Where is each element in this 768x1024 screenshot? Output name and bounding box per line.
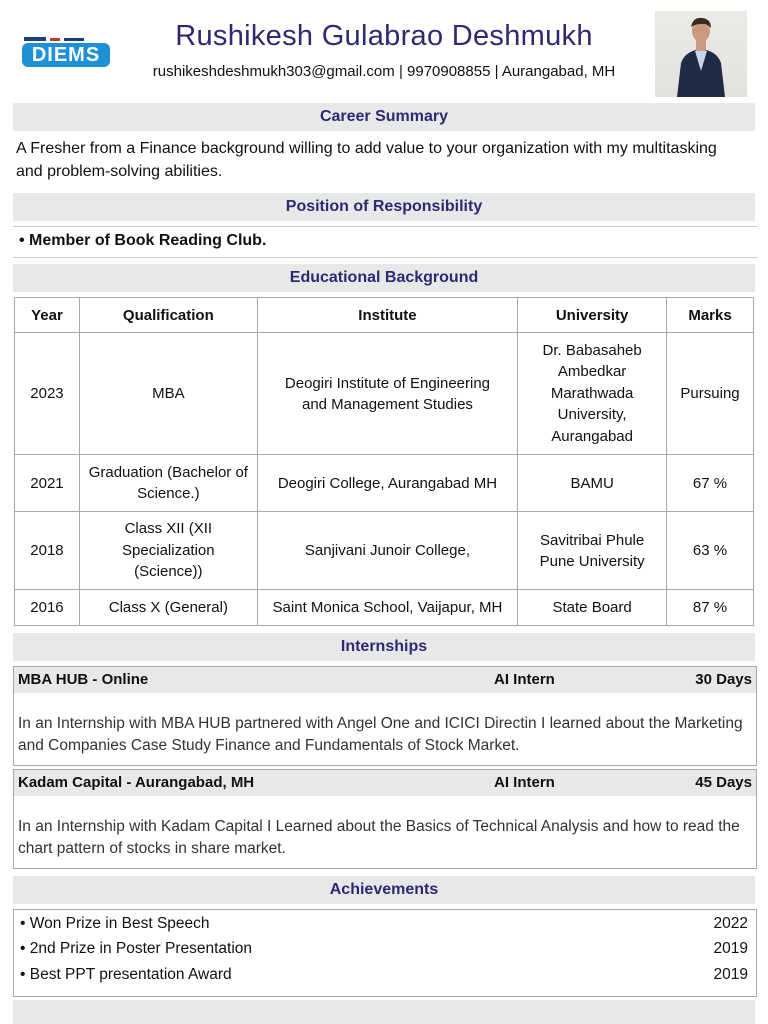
internship-description: In an Internship with Kadam Capital I Learned about the Basics of Technical Analysis and how to read the chart pattern of stocks in share market. [18,818,740,857]
achievement-text: • Best PPT presentation Award [20,966,232,983]
cell-marks: 63 % [667,512,754,590]
table-row [15,512,754,590]
cell-institute: Sanjivani Junoir College, [257,512,517,590]
achievements-list [13,909,757,997]
responsibility-item [13,226,757,258]
internship-duration: 30 Days [695,671,752,688]
internship-entry [13,666,757,766]
achievement-text: • Won Prize in Best Speech [20,915,210,932]
next-section-bar [13,1000,755,1024]
cell-year: 2016 [15,590,80,626]
internship-role: AI Intern [494,774,555,791]
internship-title-bar [14,770,756,796]
table-row [15,590,754,626]
cell-marks: Pursuing [667,333,754,455]
internship-role: AI Intern [494,671,555,688]
col-header-institute: Institute [257,298,517,333]
col-header-university: University [518,298,667,333]
career-summary-text: A Fresher from a Finance background willing to add value to your organization with my multitasking and problem-solving abilities. [16,140,717,180]
education-heading: Educational Background [13,264,755,292]
responsibility-text: • Member of Book Reading Club. [19,232,267,249]
cell-year: 2023 [15,333,80,455]
list-item [20,915,748,937]
col-header-qualification: Qualification [79,298,257,333]
internships-heading: Internships [13,633,755,661]
cell-institute: Saint Monica School, Vaijapur, MH [257,590,517,626]
achievements-heading: Achievements [13,876,755,904]
cell-qualification: Class XII (XII Specialization (Science)) [79,512,257,590]
internship-entry [13,769,757,869]
responsibility-heading: Position of Responsibility [13,193,755,221]
col-header-marks: Marks [667,298,754,333]
internship-title-bar [14,667,756,693]
cell-qualification: MBA [79,333,257,455]
contact-info: rushikeshdeshmukh303@gmail.com | 9970908855 | Aurangabad, MH [152,63,616,80]
table-row [15,333,754,455]
internship-description: In an Internship with MBA HUB partnered with Angel One and ICICI Directin I learned about the Marketing and Companies Case Study Finance and Fundamentals of Stock Market. [18,715,743,754]
cell-year: 2018 [15,512,80,590]
cell-year: 2021 [15,455,80,512]
career-summary-heading: Career Summary [13,103,755,131]
logo-text: DIEMS [31,44,101,66]
cell-institute: Deogiri Institute of Engineering and Management Studies [257,333,517,455]
achievement-year: 2022 [713,915,748,932]
cell-marks: 67 % [667,455,754,512]
cell-qualification: Graduation (Bachelor of Science.) [79,455,257,512]
education-header-row [15,298,754,333]
cell-qualification: Class X (General) [79,590,257,626]
table-row [15,455,754,512]
cell-university: Savitribai Phule Pune University [518,512,667,590]
col-header-year: Year [15,298,80,333]
cell-university: BAMU [518,455,667,512]
cell-institute: Deogiri College, Aurangabad MH [257,455,517,512]
achievement-year: 2019 [713,966,748,983]
achievement-year: 2019 [713,940,748,957]
cell-university: Dr. Babasaheb Ambedkar Marathwada University, Aurangabad [518,333,667,455]
achievement-text: • 2nd Prize in Poster Presentation [20,940,253,957]
college-logo [20,34,112,74]
candidate-name: Rushikesh Gulabrao Deshmukh [175,20,593,52]
education-table [14,297,754,626]
cell-marks: 87 % [667,590,754,626]
internship-org: Kadam Capital - Aurangabad, MH [18,774,255,791]
cell-university: State Board [518,590,667,626]
resume-header [0,0,768,100]
list-item [20,966,748,988]
profile-photo [655,11,747,97]
internship-org: MBA HUB - Online [18,671,149,688]
internship-duration: 45 Days [695,774,752,791]
list-item [20,940,748,962]
